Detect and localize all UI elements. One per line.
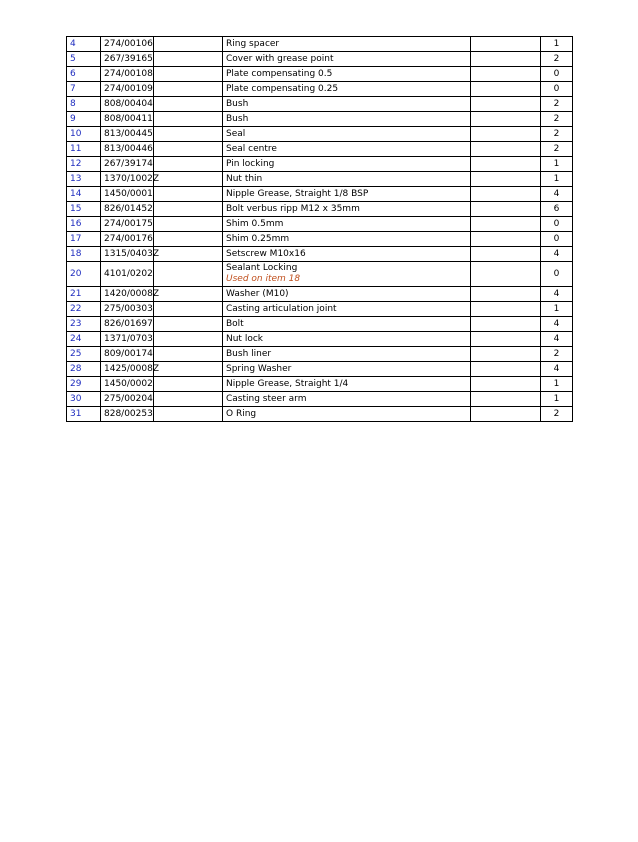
blank-cell	[471, 217, 541, 232]
quantity-cell: 2	[541, 407, 573, 422]
part-number-cell: 274/00176	[101, 232, 154, 247]
description-text: Casting articulation joint	[226, 303, 337, 314]
description-text: Nut thin	[226, 173, 263, 184]
item-number-cell: 8	[67, 97, 101, 112]
blank-cell	[471, 82, 541, 97]
part-number-cell: 267/39174	[101, 157, 154, 172]
item-number-cell: 9	[67, 112, 101, 127]
quantity-cell: 1	[541, 377, 573, 392]
item-number-cell: 24	[67, 332, 101, 347]
table-row	[67, 127, 573, 142]
blank-cell	[471, 407, 541, 422]
description-text: Pin locking	[226, 158, 275, 169]
description-cell	[223, 97, 471, 112]
blank-cell	[154, 262, 223, 287]
blank-cell	[154, 302, 223, 317]
description-cell	[223, 332, 471, 347]
part-number-cell: 4101/0202	[101, 262, 154, 287]
description-cell	[223, 302, 471, 317]
blank-cell	[154, 172, 223, 187]
table-row	[67, 392, 573, 407]
quantity-cell: 2	[541, 112, 573, 127]
description-text: Bush liner	[226, 348, 272, 359]
description-cell	[223, 82, 471, 97]
blank-cell	[471, 187, 541, 202]
description-text: Shim 0.25mm	[226, 233, 290, 244]
blank-cell	[471, 392, 541, 407]
blank-cell	[154, 52, 223, 67]
blank-cell	[154, 97, 223, 112]
part-number-cell: 808/00404	[101, 97, 154, 112]
blank-cell	[471, 362, 541, 377]
table-row	[67, 157, 573, 172]
table-row	[67, 287, 573, 302]
quantity-cell: 4	[541, 247, 573, 262]
part-number-cell: 826/01452	[101, 202, 154, 217]
table-row	[67, 187, 573, 202]
blank-cell	[471, 157, 541, 172]
quantity-cell: 4	[541, 332, 573, 347]
item-number-cell: 11	[67, 142, 101, 157]
item-number-cell: 30	[67, 392, 101, 407]
blank-cell	[471, 202, 541, 217]
description-text: Nipple Grease, Straight 1/8 BSP	[226, 188, 369, 199]
table-row	[67, 407, 573, 422]
description-text: Nut lock	[226, 333, 263, 344]
blank-cell	[154, 202, 223, 217]
description-text: Bolt	[226, 318, 244, 329]
description-text: Bush	[226, 98, 249, 109]
description-cell	[223, 127, 471, 142]
blank-cell	[471, 347, 541, 362]
part-number-cell: 275/00303	[101, 302, 154, 317]
quantity-cell: 2	[541, 142, 573, 157]
part-number-cell: 1425/0008Z	[101, 362, 154, 377]
table-row	[67, 172, 573, 187]
quantity-cell: 4	[541, 187, 573, 202]
parts-table	[66, 36, 573, 422]
table-row	[67, 232, 573, 247]
item-number-cell: 25	[67, 347, 101, 362]
part-number-cell: 267/39165	[101, 52, 154, 67]
quantity-cell: 0	[541, 67, 573, 82]
part-number-cell: 813/00446	[101, 142, 154, 157]
blank-cell	[154, 67, 223, 82]
part-number-cell: 274/00108	[101, 67, 154, 82]
description-cell	[223, 142, 471, 157]
blank-cell	[471, 287, 541, 302]
part-number-cell: 1420/0008Z	[101, 287, 154, 302]
table-row	[67, 362, 573, 377]
blank-cell	[471, 377, 541, 392]
item-number-cell: 6	[67, 67, 101, 82]
part-number-cell: 826/01697	[101, 317, 154, 332]
item-number-cell: 4	[67, 37, 101, 52]
item-number-cell: 20	[67, 262, 101, 287]
item-number-cell: 12	[67, 157, 101, 172]
description-text: Plate compensating 0.5	[226, 68, 333, 79]
quantity-cell: 2	[541, 52, 573, 67]
table-row	[67, 112, 573, 127]
item-number-cell: 10	[67, 127, 101, 142]
quantity-cell: 0	[541, 232, 573, 247]
table-row	[67, 142, 573, 157]
quantity-cell: 2	[541, 97, 573, 112]
blank-cell	[154, 232, 223, 247]
table-row	[67, 202, 573, 217]
part-number-cell: 275/00204	[101, 392, 154, 407]
part-number-cell: 274/00106	[101, 37, 154, 52]
blank-cell	[154, 362, 223, 377]
quantity-cell: 0	[541, 262, 573, 287]
part-number-cell: 808/00411	[101, 112, 154, 127]
description-cell	[223, 202, 471, 217]
item-number-cell: 23	[67, 317, 101, 332]
blank-cell	[154, 82, 223, 97]
blank-cell	[154, 377, 223, 392]
blank-cell	[154, 392, 223, 407]
blank-cell	[154, 127, 223, 142]
part-number-cell: 809/00174	[101, 347, 154, 362]
blank-cell	[471, 172, 541, 187]
blank-cell	[154, 187, 223, 202]
description-text: Casting steer arm	[226, 393, 307, 404]
part-number-cell: 1371/0703	[101, 332, 154, 347]
quantity-cell: 4	[541, 287, 573, 302]
blank-cell	[471, 37, 541, 52]
quantity-cell: 0	[541, 82, 573, 97]
blank-cell	[154, 142, 223, 157]
blank-cell	[471, 67, 541, 82]
part-number-cell: 1370/1002Z	[101, 172, 154, 187]
quantity-cell: 1	[541, 37, 573, 52]
blank-cell	[154, 347, 223, 362]
table-row	[67, 67, 573, 82]
blank-cell	[471, 127, 541, 142]
table-row	[67, 97, 573, 112]
table-row	[67, 302, 573, 317]
part-number-cell: 274/00175	[101, 217, 154, 232]
blank-cell	[154, 217, 223, 232]
description-cell	[223, 187, 471, 202]
quantity-cell: 4	[541, 317, 573, 332]
table-row	[67, 262, 573, 287]
item-number-cell: 22	[67, 302, 101, 317]
description-text: Bolt verbus ripp M12 x 35mm	[226, 203, 360, 214]
table-row	[67, 37, 573, 52]
description-text: Setscrew M10x16	[226, 248, 306, 259]
quantity-cell: 2	[541, 127, 573, 142]
description-text: Seal centre	[226, 143, 277, 154]
description-cell	[223, 52, 471, 67]
quantity-cell: 1	[541, 392, 573, 407]
blank-cell	[154, 112, 223, 127]
description-text: Spring Washer	[226, 363, 292, 374]
blank-cell	[154, 317, 223, 332]
item-number-cell: 14	[67, 187, 101, 202]
blank-cell	[471, 97, 541, 112]
blank-cell	[154, 37, 223, 52]
description-cell	[223, 247, 471, 262]
quantity-cell: 1	[541, 172, 573, 187]
quantity-cell: 6	[541, 202, 573, 217]
description-cell	[223, 112, 471, 127]
description-text: Cover with grease point	[226, 53, 334, 64]
blank-cell	[471, 247, 541, 262]
blank-cell	[154, 157, 223, 172]
table-row	[67, 347, 573, 362]
item-number-cell: 31	[67, 407, 101, 422]
description-cell	[223, 287, 471, 302]
table-row	[67, 82, 573, 97]
part-number-cell: 1450/0001	[101, 187, 154, 202]
description-note: Used on item 18	[226, 274, 301, 284]
description-cell	[223, 232, 471, 247]
blank-cell	[154, 332, 223, 347]
description-cell	[223, 392, 471, 407]
description-cell	[223, 262, 471, 287]
description-cell	[223, 37, 471, 52]
description-cell	[223, 157, 471, 172]
item-number-cell: 28	[67, 362, 101, 377]
description-cell	[223, 347, 471, 362]
description-text: Bush	[226, 113, 249, 124]
part-number-cell: 813/00445	[101, 127, 154, 142]
blank-cell	[154, 407, 223, 422]
description-cell	[223, 67, 471, 82]
description-text: Nipple Grease, Straight 1/4	[226, 378, 349, 389]
part-number-cell: 274/00109	[101, 82, 154, 97]
table-row	[67, 247, 573, 262]
description-cell	[223, 217, 471, 232]
item-number-cell: 13	[67, 172, 101, 187]
blank-cell	[471, 112, 541, 127]
quantity-cell: 0	[541, 217, 573, 232]
part-number-cell: 1315/0403Z	[101, 247, 154, 262]
parts-table-body	[67, 37, 573, 422]
description-text: Washer (M10)	[226, 288, 289, 299]
description-text: Plate compensating 0.25	[226, 83, 339, 94]
table-row	[67, 217, 573, 232]
description-cell	[223, 407, 471, 422]
blank-cell	[471, 302, 541, 317]
description-text: Seal	[226, 128, 246, 139]
blank-cell	[471, 142, 541, 157]
item-number-cell: 29	[67, 377, 101, 392]
blank-cell	[471, 52, 541, 67]
blank-cell	[154, 287, 223, 302]
item-number-cell: 18	[67, 247, 101, 262]
description-cell	[223, 172, 471, 187]
blank-cell	[471, 317, 541, 332]
description-text: Shim 0.5mm	[226, 218, 284, 229]
description-text: Ring spacer	[226, 38, 280, 49]
part-number-cell: 1450/0002	[101, 377, 154, 392]
item-number-cell: 17	[67, 232, 101, 247]
item-number-cell: 7	[67, 82, 101, 97]
item-number-cell: 5	[67, 52, 101, 67]
quantity-cell: 4	[541, 362, 573, 377]
blank-cell	[471, 332, 541, 347]
description-cell	[223, 362, 471, 377]
description-text: Sealant Locking	[226, 263, 298, 273]
table-row	[67, 377, 573, 392]
description-text: O Ring	[226, 408, 257, 419]
item-number-cell: 15	[67, 202, 101, 217]
quantity-cell: 1	[541, 157, 573, 172]
blank-cell	[154, 247, 223, 262]
item-number-cell: 21	[67, 287, 101, 302]
item-number-cell: 16	[67, 217, 101, 232]
table-row	[67, 317, 573, 332]
quantity-cell: 1	[541, 302, 573, 317]
table-row	[67, 52, 573, 67]
table-row	[67, 332, 573, 347]
description-cell	[223, 317, 471, 332]
quantity-cell: 2	[541, 347, 573, 362]
blank-cell	[471, 232, 541, 247]
part-number-cell: 828/00253	[101, 407, 154, 422]
description-cell	[223, 377, 471, 392]
blank-cell	[471, 262, 541, 287]
